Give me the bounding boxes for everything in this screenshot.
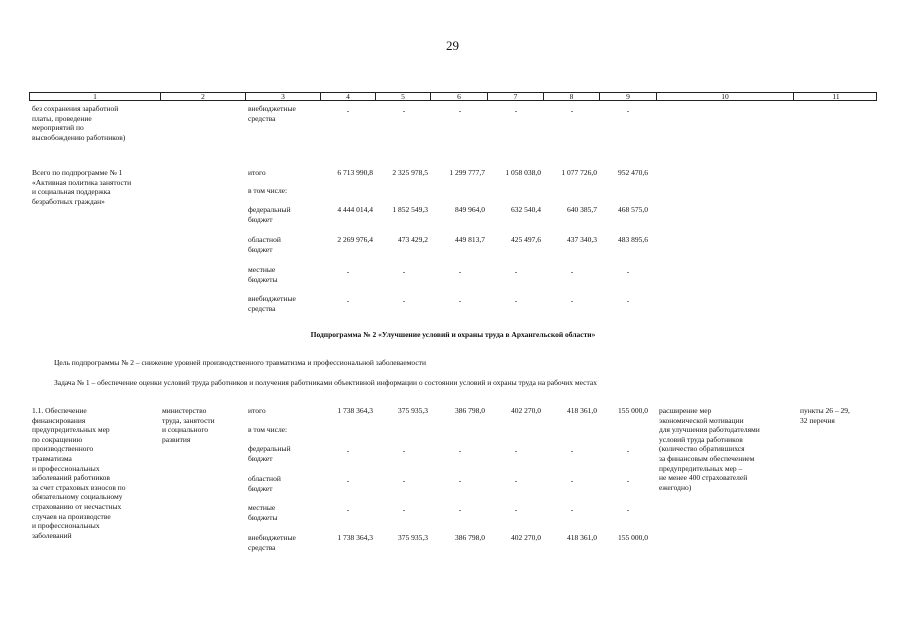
column-number-4: 4 [321, 93, 376, 100]
value-cell: - [626, 446, 630, 455]
value-cell: - [402, 446, 406, 455]
subprogram-total-name: Всего по подпрограмме № 1 [32, 168, 123, 177]
value-cell: 849 964,0 [455, 205, 485, 214]
column-number-5: 5 [376, 93, 431, 100]
row-label: областной [248, 235, 281, 244]
executor: и социального [162, 425, 208, 435]
value-cell: - [514, 106, 518, 115]
value-cell: 402 270,0 [511, 406, 541, 415]
column-number-9: 9 [600, 93, 657, 100]
value-cell: 386 798,0 [455, 406, 485, 415]
value-cell: - [514, 446, 518, 455]
value-cell: 473 429,2 [398, 235, 428, 244]
value-cell: - [402, 267, 406, 276]
value-cell: - [570, 446, 574, 455]
value-cell: 418 361,0 [567, 406, 597, 415]
activity-name: обязательному социальному [32, 492, 123, 502]
row-label: средства [248, 542, 276, 552]
value-cell: 6 713 990,8 [337, 168, 373, 177]
value-cell: 1 299 777,7 [449, 168, 485, 177]
value-cell: - [626, 476, 630, 485]
row-label: федеральный [248, 205, 291, 214]
activity-name: и профессиональных [32, 463, 100, 473]
column-number-header [29, 92, 877, 101]
value-cell: 155 000,0 [618, 533, 648, 542]
expected-result: условий труда работников [659, 434, 743, 444]
value-cell: 952 470,6 [618, 168, 648, 177]
row-label: федеральный [248, 444, 291, 453]
row-label: местные [248, 503, 276, 512]
row-label: в том числе: [248, 425, 288, 434]
value-cell: - [346, 505, 350, 514]
activity-name: финансирования [32, 415, 86, 425]
value-cell: - [458, 446, 462, 455]
reference: 32 перечня [800, 415, 835, 425]
expected-result: за финансовым обеспечением [659, 454, 755, 463]
value-cell: - [458, 476, 462, 485]
value-cell: 640 385,7 [567, 205, 597, 214]
value-cell: - [570, 106, 574, 115]
column-number-6: 6 [431, 93, 488, 100]
value-cell: - [458, 267, 462, 276]
subprogram-title: Подпрограмма № 2 «Улучшение условий и охраны труда в Архангельской области» [310, 330, 596, 339]
value-cell: - [570, 267, 574, 276]
line-item-name: высвобождению работников) [32, 132, 126, 142]
value-cell: 155 000,0 [618, 406, 648, 415]
row-label: внебюджетные [248, 104, 296, 113]
subprogram-goal: Цель подпрограммы № 2 – снижение уровней производственного травматизма и профессиональной заболеваемости [54, 358, 426, 367]
value-cell: 1 852 549,3 [392, 205, 428, 214]
value-cell: 1 058 038,0 [505, 168, 541, 177]
value-cell: 483 895,6 [618, 235, 648, 244]
value-cell: - [402, 296, 406, 305]
value-cell: - [626, 106, 630, 115]
value-cell: 2 325 978,5 [392, 168, 428, 177]
activity-name: 1.1. Обеспечение [32, 406, 87, 415]
line-item-name: платы, проведение [32, 113, 92, 123]
value-cell: - [346, 296, 350, 305]
column-number-2: 2 [161, 93, 246, 100]
value-cell: - [570, 476, 574, 485]
value-cell: - [514, 296, 518, 305]
value-cell: 402 270,0 [511, 533, 541, 542]
executor: министерство [162, 406, 207, 415]
value-cell: 425 497,6 [511, 235, 541, 244]
activity-name: производственного [32, 444, 94, 454]
row-label: в том числе: [248, 186, 288, 195]
expected-result: ежегодно) [659, 482, 692, 492]
value-cell: 375 935,3 [398, 533, 428, 542]
value-cell: - [570, 296, 574, 305]
activity-name: заболеваний [32, 530, 72, 540]
value-cell: - [570, 505, 574, 514]
value-cell: 1 738 364,3 [337, 406, 373, 415]
value-cell: - [514, 505, 518, 514]
value-cell: - [458, 296, 462, 305]
value-cell: - [626, 505, 630, 514]
expected-result: для улучшения работодателями [659, 425, 760, 435]
value-cell: 386 798,0 [455, 533, 485, 542]
activity-name: травматизма [32, 454, 72, 463]
activity-name: случаев на производстве [32, 511, 111, 521]
row-label: бюджеты [248, 274, 278, 284]
subprogram-task: Задача № 1 – обеспечение оценки условий труда работников и получения работниками объективной информации о состоянии условий и охраны труда на рабочих местах [54, 378, 597, 387]
row-label: внебюджетные [248, 294, 296, 303]
expected-result: (количество обратившихся [659, 444, 745, 454]
activity-name: страхованию от несчастных [32, 502, 122, 511]
line-item-name: без сохранения заработной [32, 104, 119, 113]
expected-result: расширение мер [659, 406, 712, 415]
value-cell: - [402, 505, 406, 514]
value-cell: 2 269 976,4 [337, 235, 373, 244]
subprogram-total-name: безработных граждан» [32, 196, 105, 206]
expected-result: не менее 400 страхователей [659, 473, 748, 483]
row-label: бюджет [248, 214, 273, 224]
expected-result: предупредительных мер – [659, 463, 743, 473]
value-cell: - [346, 106, 350, 115]
column-number-8: 8 [544, 93, 600, 100]
value-cell: - [514, 476, 518, 485]
row-label: средства [248, 303, 276, 313]
row-label: областной [248, 474, 281, 483]
value-cell: 1 738 364,3 [337, 533, 373, 542]
page-number: 29 [446, 38, 459, 53]
executor: труда, занятости [162, 415, 215, 425]
value-cell: 418 361,0 [567, 533, 597, 542]
row-label: бюджет [248, 483, 273, 493]
value-cell: - [458, 505, 462, 514]
subprogram-total-name: «Активная политика занятости [32, 177, 132, 187]
column-number-3: 3 [246, 93, 321, 100]
value-cell: 375 935,3 [398, 406, 428, 415]
value-cell: 468 575,0 [618, 205, 648, 214]
column-number-1: 1 [30, 93, 161, 100]
row-label: итого [248, 406, 266, 415]
activity-name: предупредительных мер [32, 425, 110, 435]
row-label: средства [248, 113, 276, 123]
executor: развития [162, 434, 191, 444]
activity-name: за счет страховых взносов по [32, 482, 126, 492]
row-label: бюджет [248, 453, 273, 463]
activity-name: заболеваний работников [32, 473, 110, 483]
value-cell: - [402, 476, 406, 485]
row-label: бюджет [248, 244, 273, 254]
column-number-10: 10 [657, 93, 794, 100]
row-label: итого [248, 168, 266, 177]
value-cell: 4 444 014,4 [337, 205, 373, 214]
activity-name: и профессиональных [32, 521, 100, 531]
value-cell: - [514, 267, 518, 276]
value-cell: 437 340,3 [567, 235, 597, 244]
value-cell: - [346, 476, 350, 485]
row-label: внебюджетные [248, 533, 296, 542]
expected-result: экономической мотивации [659, 415, 744, 425]
column-number-11: 11 [832, 92, 840, 101]
row-label: бюджеты [248, 512, 278, 522]
value-cell: - [626, 296, 630, 305]
value-cell: 1 077 726,0 [561, 168, 597, 177]
subprogram-total-name: и социальная поддержка [32, 187, 111, 197]
value-cell: - [458, 106, 462, 115]
value-cell: 632 540,4 [511, 205, 541, 214]
column-number-7: 7 [488, 93, 544, 100]
reference: пункты 26 – 29, [800, 406, 850, 415]
value-cell: - [402, 106, 406, 115]
line-item-name: мероприятий по [32, 123, 84, 133]
value-cell: 449 813,7 [455, 235, 485, 244]
value-cell: - [346, 267, 350, 276]
value-cell: - [346, 446, 350, 455]
activity-name: по сокращению [32, 434, 83, 444]
value-cell: - [626, 267, 630, 276]
row-label: местные [248, 265, 276, 274]
